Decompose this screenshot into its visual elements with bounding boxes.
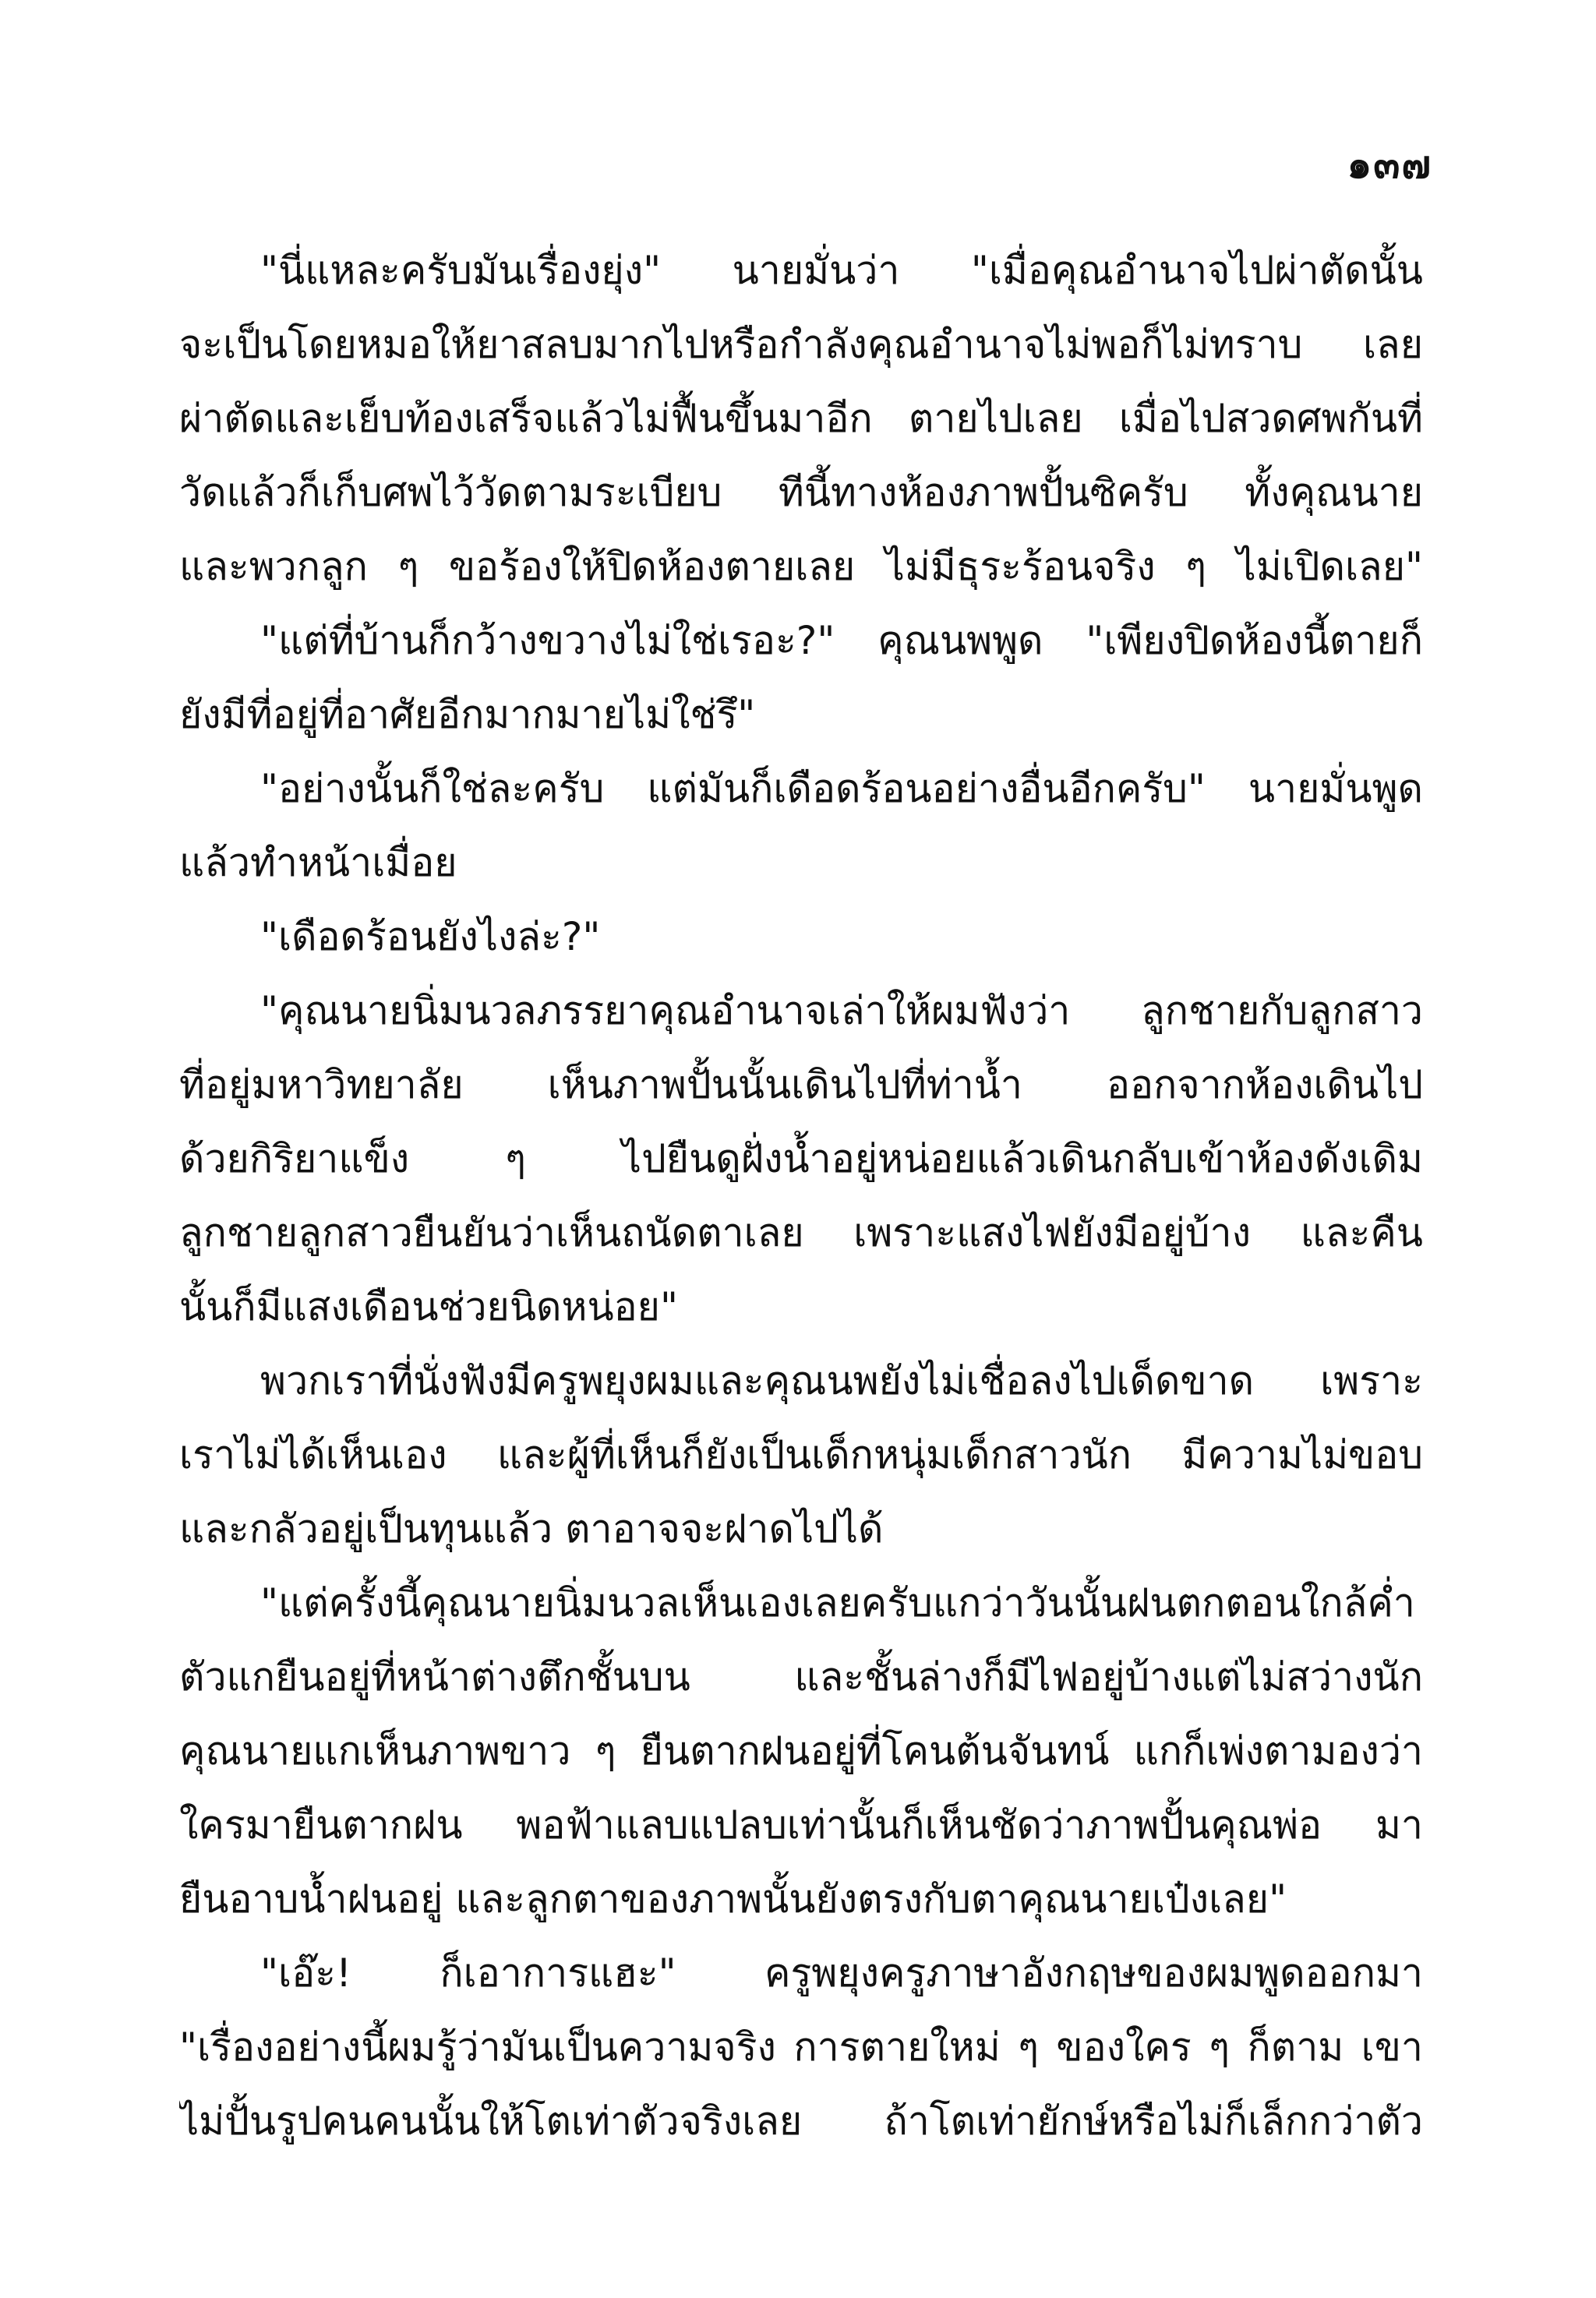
text-line: ที่อยู่มหาวิทยาลัย เห็นภาพปั้นนั้นเดินไปที่ท่าน้ำ ออกจากห้องเดินไป [179,1062,1423,1107]
text-line: ไม่ปั้นรูปคนคนนั้นให้โตเท่าตัวจริงเลย ถ้าโตเท่ายักษ์หรือไม่ก็เล็กกว่าตัว [179,2099,1423,2144]
text-line: "แต่ที่บ้านก็กว้างขวางไม่ใช่เรอะ?" คุณนพพูด "เพียงปิดห้องนี้ตายก็ [260,618,1423,663]
text-line: "เอ๊ะ! ก็เอาการแฮะ" ครูพยุงครูภาษาอังกฤษของผมพูดออกมา [260,1950,1423,1996]
text-line: "เรื่องอย่างนี้ผมรู้ว่ามันเป็นความจริง การตายใหม่ ๆ ของใคร ๆ ก็ตาม เขา [179,2024,1423,2070]
text-line: "คุณนายนิ่มนวลภรรยาคุณอำนาจเล่าให้ผมฟังว่า ลูกชายกับลูกสาว [260,988,1423,1033]
page-number: ๑๓๗ [1347,142,1432,187]
text-line: ยังมีที่อยู่ที่อาศัยอีกมากมายไม่ใช่รึ" [179,692,756,737]
text-line: "อย่างนั้นก็ใช่ละครับ แต่มันก็เดือดร้อนอย่างอื่นอีกครับ" นายมั่นพูด [260,766,1423,811]
text-line: วัดแล้วก็เก็บศพไว้วัดตามระเบียบ ทีนี้ทางห้องภาพปั้นซิครับ ทั้งคุณนาย [179,470,1423,515]
text-line: และพวกลูก ๆ ขอร้องให้ปิดห้องตายเลย ไม่มีธุระร้อนจริง ๆ ไม่เปิดเลย" [179,544,1423,589]
text-line: "แต่ครั้งนี้คุณนายนิ่มนวลเห็นเองเลยครับแกว่าวันนั้นฝนตกตอนใกล้ค่ำ [260,1580,1415,1626]
text-line: ยืนอาบน้ำฝนอยู่ และลูกตาของภาพนั้นยังตรงกับตาคุณนายเป๋งเลย" [179,1876,1287,1922]
text-line: ใครมายืนตากฝน พอฟ้าแลบแปลบเท่านั้นก็เห็นชัดว่าภาพปั้นคุณพ่อ มา [179,1802,1423,1848]
text-line: จะเป็นโดยหมอให้ยาสลบมากไปหรือกำลังคุณอำนาจไม่พอก็ไม่ทราบ เลย [179,322,1423,367]
text-line: แล้วทำหน้าเมื่อย [179,840,457,885]
body-text [179,234,1423,2159]
text-line: "นี่แหละครับมันเรื่องยุ่ง" นายมั่นว่า "เมื่อคุณอำนาจไปผ่าตัดนั้น [260,248,1423,293]
text-line: ตัวแกยืนอยู่ที่หน้าต่างตึกชั้นบน และชั้นล่างก็มีไฟอยู่บ้างแต่ไม่สว่างนัก [179,1654,1423,1700]
text-line: ผ่าตัดและเย็บท้องเสร็จแล้วไม่ฟื้นขึ้นมาอีก ตายไปเลย เมื่อไปสวดศพกันที่ [179,396,1423,441]
text-line: "เดือดร้อนยังไงล่ะ?" [260,914,601,959]
text-line: คุณนายแกเห็นภาพขาว ๆ ยืนตากฝนอยู่ที่โคนต้นจันทน์ แกก็เพ่งตามองว่า [179,1728,1423,1774]
text-line: นั้นก็มีแสงเดือนช่วยนิดหน่อย" [179,1284,678,1329]
text-line: ด้วยกิริยาแข็ง ๆ ไปยืนดูฝั่งน้ำอยู่หน่อยแล้วเดินกลับเข้าห้องดังเดิม [179,1136,1423,1181]
text-line: และกลัวอยู่เป็นทุนแล้ว ตาอาจจะฝาดไปได้ [179,1506,884,1551]
text-line: ลูกชายลูกสาวยืนยันว่าเห็นถนัดตาเลย เพราะแสงไฟยังมีอยู่บ้าง และคืน [179,1210,1423,1255]
text-line: เราไม่ได้เห็นเอง และผู้ที่เห็นก็ยังเป็นเด็กหนุ่มเด็กสาวนัก มีความไม่ขอบ [179,1432,1423,1477]
text-line: พวกเราที่นั่งฟังมีครูพยุงผมและคุณนพยังไม่เชื่อลงไปเด็ดขาด เพราะ [260,1358,1423,1403]
